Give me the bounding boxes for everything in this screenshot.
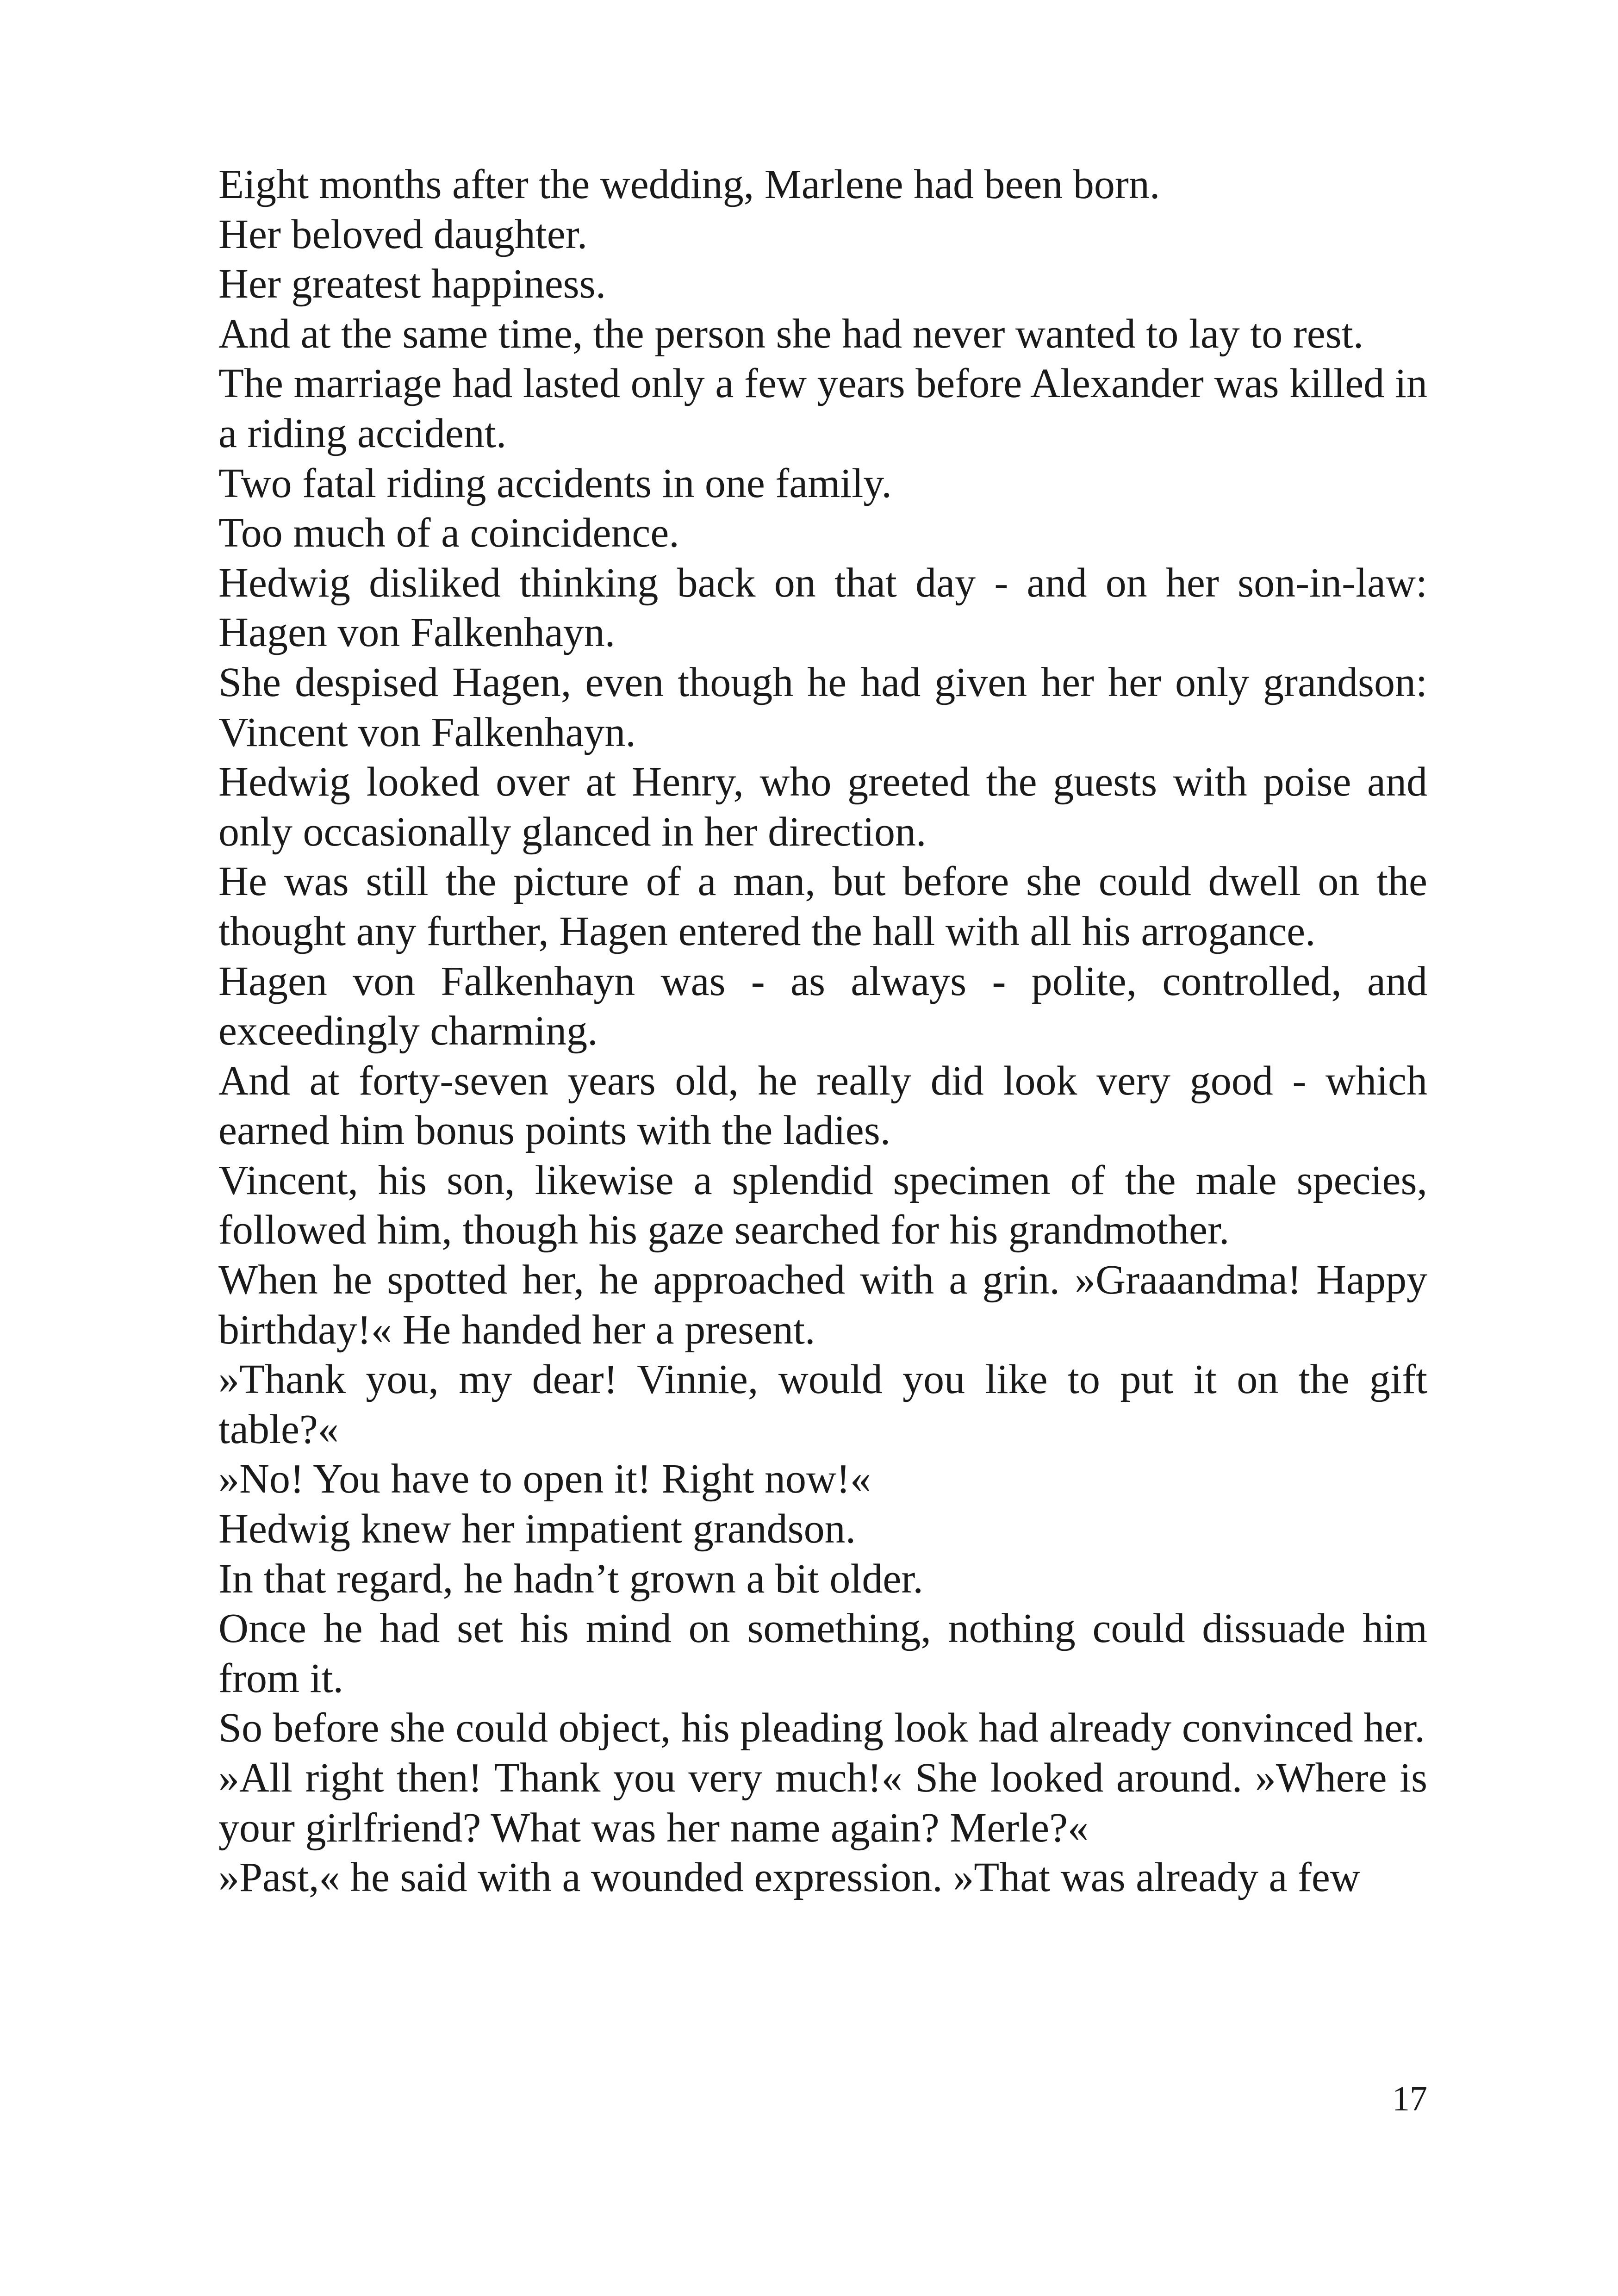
page-number: 17 bbox=[1392, 2079, 1427, 2118]
paragraph: And at forty-seven years old, he really did look very good - which earned him bonus points with the ladies. bbox=[218, 1058, 1427, 1154]
paragraph: »Thank you, my dear! Vinnie, would you like to put it on the gift table?« bbox=[218, 1356, 1427, 1452]
paragraph: Hedwig disliked thinking back on that day - and on her son-in-law: Hagen von Falkenhayn. bbox=[218, 560, 1427, 656]
paragraph: »Past,« he said with a wounded expression. »That was already a few bbox=[218, 1854, 1360, 1901]
paragraph: Once he had set his mind on something, nothing could dissuade him from it. bbox=[218, 1605, 1427, 1701]
paragraph: »No! You have to open it! Right now!« bbox=[218, 1456, 871, 1502]
paragraph: »All right then! Thank you very much!« She looked around. »Where is your girlfriend? What was her name again? Merle?« bbox=[218, 1755, 1427, 1851]
paragraph: The marriage had lasted only a few years before Alexander was killed in a riding accident. bbox=[218, 361, 1427, 456]
paragraph: Her beloved daughter. bbox=[218, 211, 588, 257]
paragraph: Hedwig looked over at Henry, who greeted the guests with poise and only occasionally glanced in her direction. bbox=[218, 759, 1427, 855]
paragraph: She despised Hagen, even though he had given her her only grandson: Vincent von Falkenhayn. bbox=[218, 659, 1427, 755]
paragraph: Hagen von Falkenhayn was - as always - polite, controlled, and exceedingly charming. bbox=[218, 958, 1427, 1054]
paragraph: Hedwig knew her impatient grandson. bbox=[218, 1506, 856, 1552]
body-text bbox=[218, 160, 1427, 1903]
paragraph: In that regard, he hadn’t grown a bit older. bbox=[218, 1556, 923, 1602]
paragraph: Too much of a coincidence. bbox=[218, 510, 679, 556]
paragraph: When he spotted her, he approached with a grin. »Graaandma! Happy birthday!« He handed her a present. bbox=[218, 1257, 1427, 1353]
paragraph: He was still the picture of a man, but before she could dwell on the thought any further, Hagen entered the hall with all his arrogance. bbox=[218, 859, 1427, 954]
paragraph: Vincent, his son, likewise a splendid specimen of the male species, followed him, though his gaze searched for his grandmother. bbox=[218, 1157, 1427, 1253]
paragraph: So before she could object, his pleading look had already convinced her. bbox=[218, 1705, 1425, 1751]
paragraph: And at the same time, the person she had never wanted to lay to rest. bbox=[218, 311, 1364, 357]
paragraph: Two fatal riding accidents in one family. bbox=[218, 460, 892, 506]
paragraph: Eight months after the wedding, Marlene had been born. bbox=[218, 162, 1160, 207]
paragraph: Her greatest happiness. bbox=[218, 261, 606, 307]
